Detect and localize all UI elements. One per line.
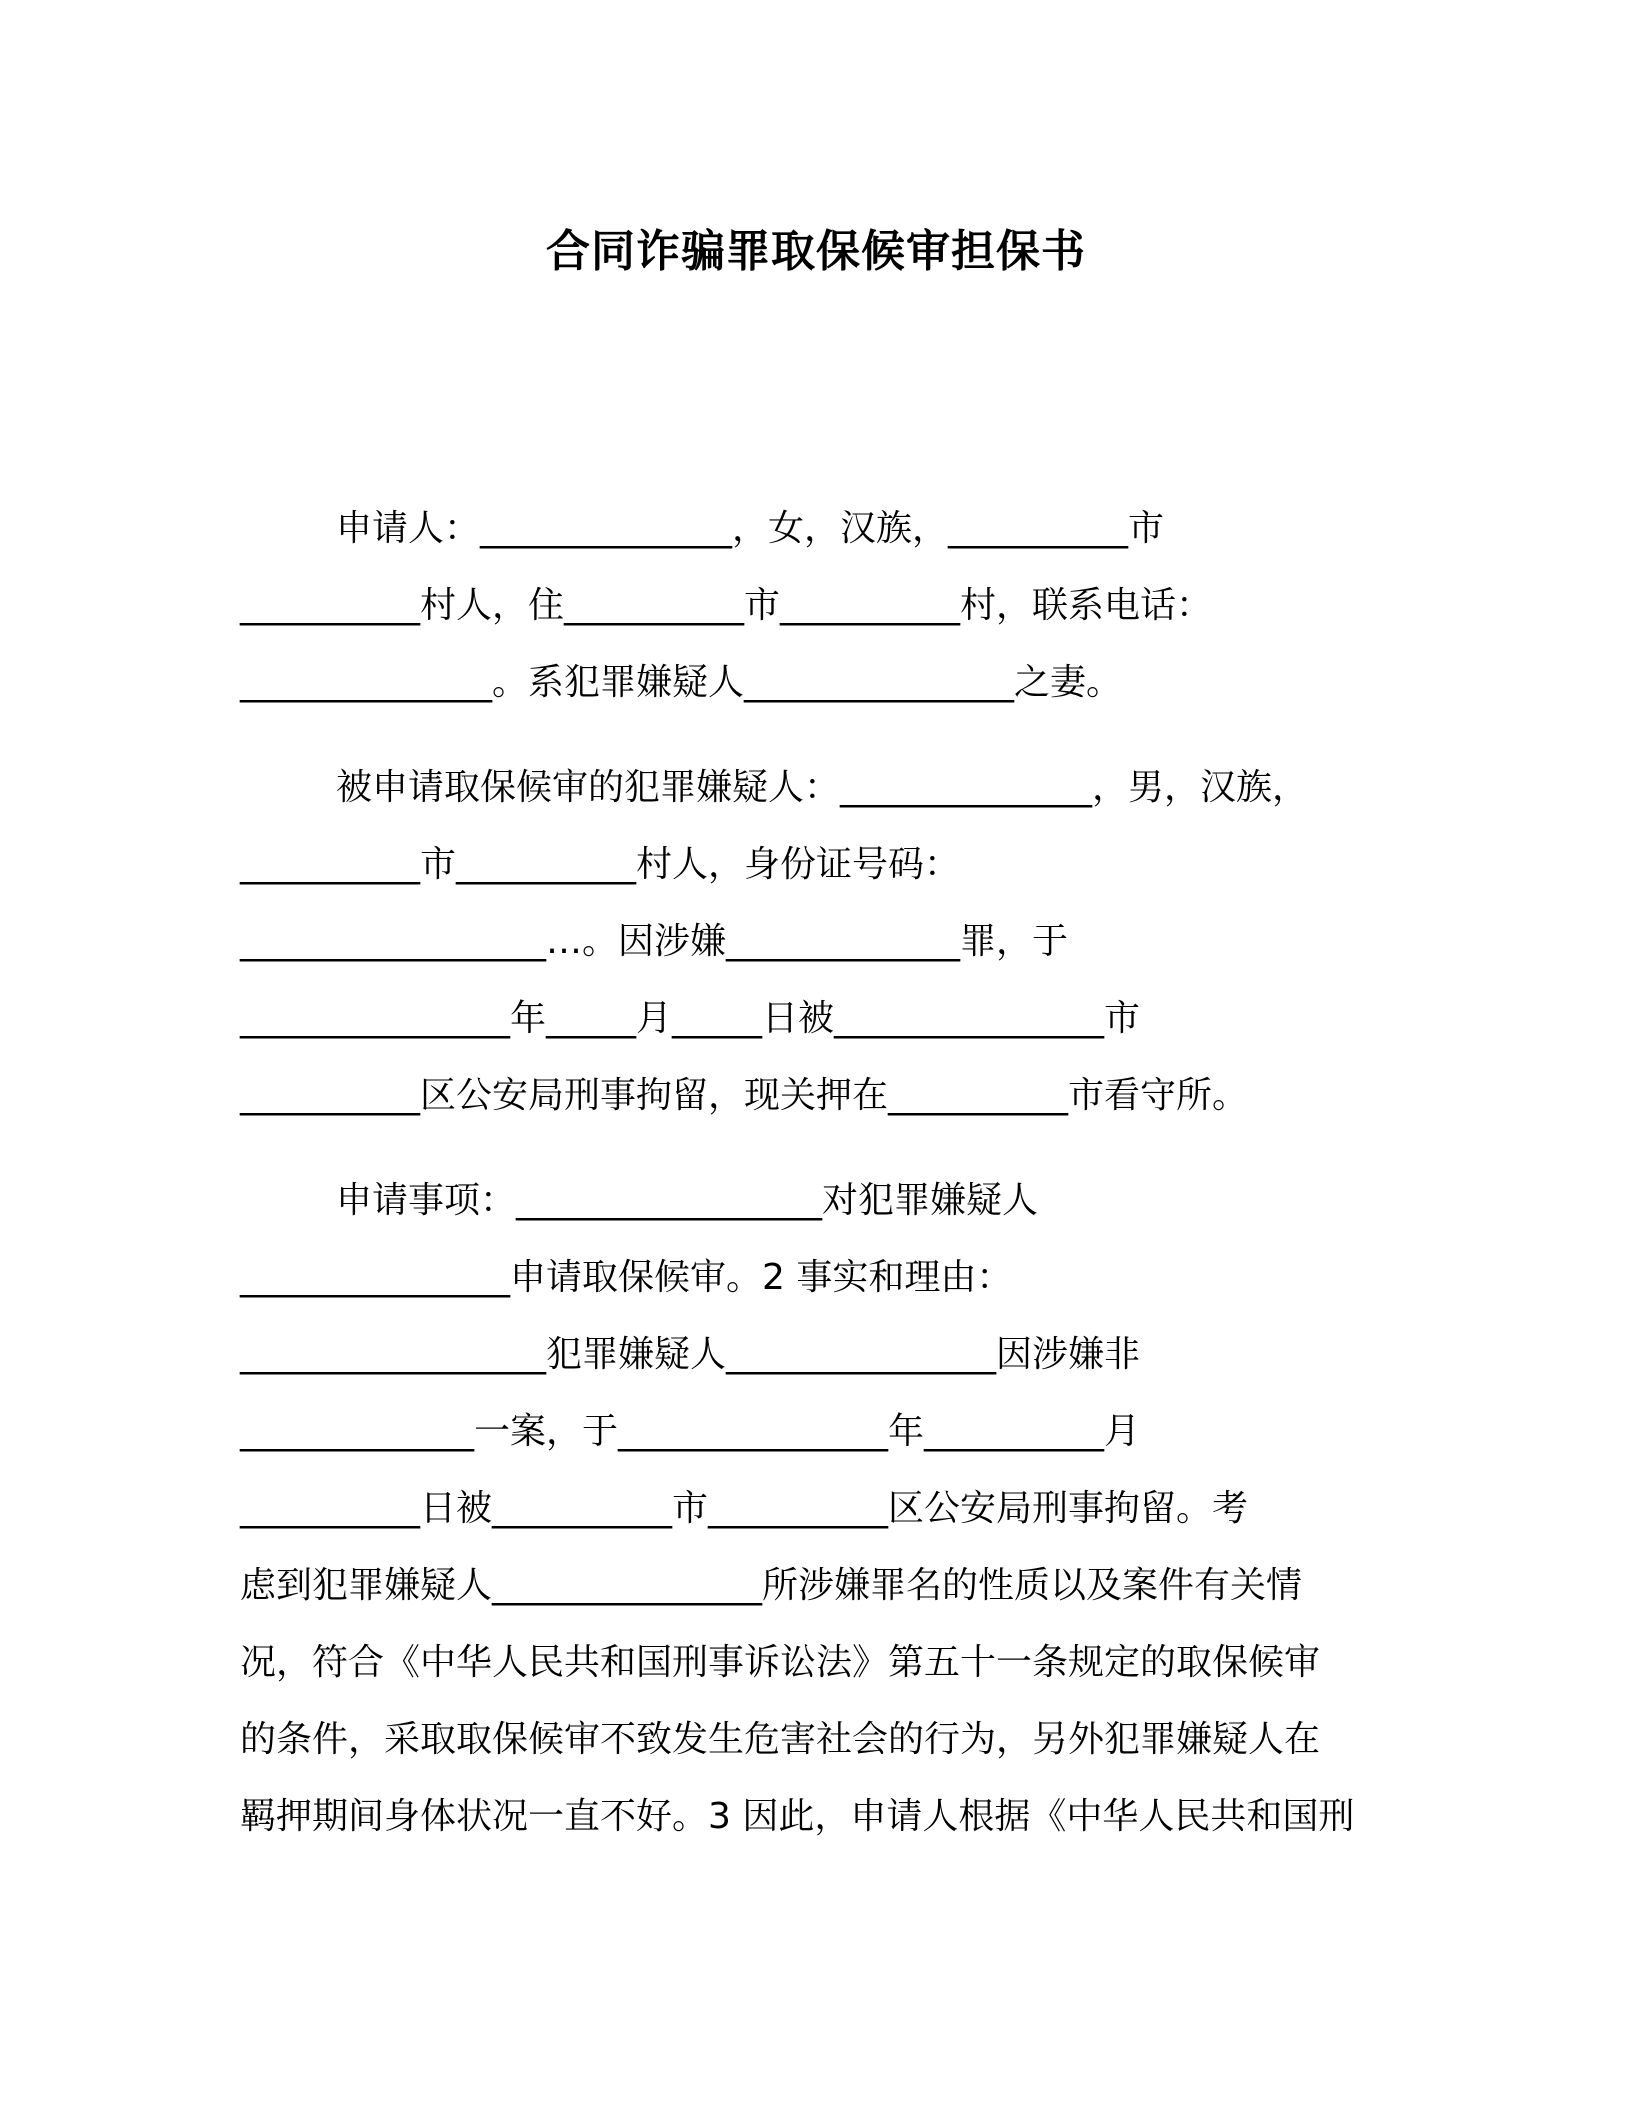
text-line: _____________一案，于_______________年__________月: [240, 1411, 1141, 1452]
text-line: __________日被__________市__________区公安局刑事拘留。考: [240, 1488, 1249, 1529]
paragraph-request: [240, 1162, 1392, 1855]
paragraph-applicant: [240, 490, 1392, 721]
text-line: __________区公安局刑事拘留，现关押在__________市看守所。: [240, 1075, 1249, 1116]
text-line: _________________犯罪嫌疑人_______________因涉嫌非: [240, 1334, 1141, 1375]
text-line: 况，符合《中华人民共和国刑事诉讼法》第五十一条规定的取保候审: [240, 1642, 1321, 1683]
text-line: 的条件，采取取保候审不致发生危害社会的行为，另外犯罪嫌疑人在: [240, 1719, 1321, 1760]
text-line: 虑到犯罪嫌疑人_______________所涉嫌罪名的性质以及案件有关情: [240, 1565, 1303, 1606]
text-line: 被申请取保候审的犯罪嫌疑人：______________，男，汉族，: [336, 767, 1309, 808]
text-line: _______________年_____月_____日被_______________市: [240, 998, 1140, 1039]
text-line: 申请人：______________，女，汉族，__________市: [336, 508, 1165, 549]
text-line: _______________申请取保候审。2 事实和理由：: [240, 1257, 1013, 1298]
text-line: ______________。系犯罪嫌疑人_______________之妻。: [240, 662, 1123, 703]
document-title: 合同诈骗罪取保候审担保书: [546, 226, 1086, 277]
paragraph-spacer: [240, 1134, 1392, 1162]
text-line: __________市__________村人，身份证号码：: [240, 844, 961, 885]
paragraph-suspect: [240, 749, 1392, 1134]
text-line: __________村人，住__________市__________村，联系电话：: [240, 585, 1213, 626]
text-line: 申请事项：_________________对犯罪嫌疑人: [336, 1180, 1039, 1221]
document-body: [240, 490, 1392, 1855]
text-line: 羁押期间身体状况一直不好。3 因此，申请人根据《中华人民共和国刑: [240, 1796, 1355, 1837]
paragraph-spacer: [240, 721, 1392, 749]
text-line: _________________…。因涉嫌_____________罪，于: [240, 921, 1069, 962]
